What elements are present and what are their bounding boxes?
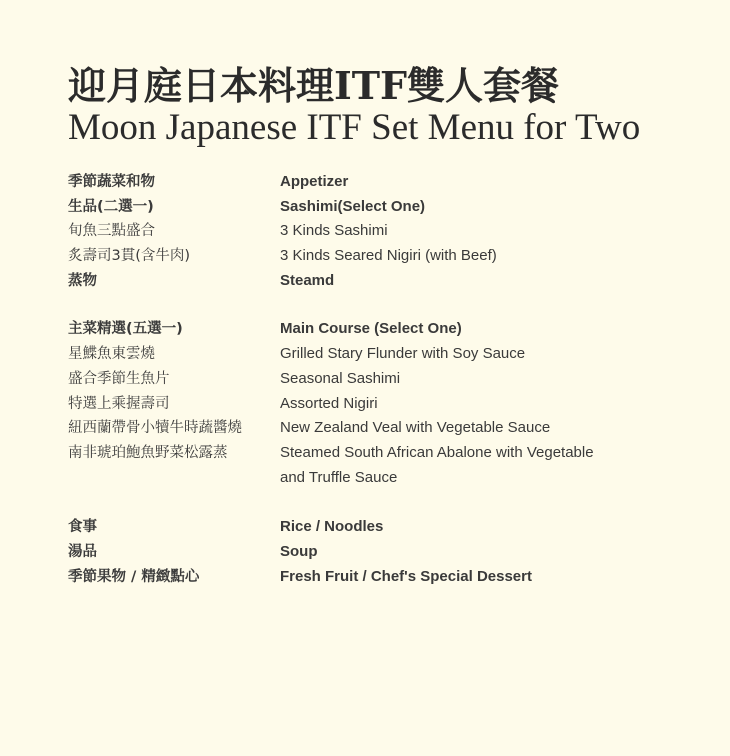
dish-name-en: Rice / Noodles xyxy=(280,518,384,536)
dish-name-zh: 南非琥珀鮑魚野菜松露蒸 xyxy=(68,444,228,461)
menu-row xyxy=(68,269,688,294)
menu-row xyxy=(68,565,688,590)
menu-section-starters xyxy=(68,170,688,293)
dish-name-en: 3 Kinds Seared Nigiri (with Beef) xyxy=(280,247,497,265)
dish-name-zh: 食事 xyxy=(68,519,97,536)
section-spacer xyxy=(68,293,688,317)
dish-name-en: Fresh Fruit / Chef's Special Dessert xyxy=(280,567,532,585)
dish-name-en: Main Course (Select One) xyxy=(280,320,462,338)
dish-name-en: Appetizer xyxy=(280,173,349,190)
title-chinese: 迎月庭日本料理ITF雙人套餐 xyxy=(68,63,560,108)
menu-row xyxy=(68,317,688,342)
dish-name-zh: 主菜精選(五選一) xyxy=(68,321,183,338)
dish-name-zh: 紐西蘭帶骨小犢牛時蔬醬燒 xyxy=(68,420,242,437)
menu-row xyxy=(68,170,688,195)
dish-name-en: 3 Kinds Sashimi xyxy=(280,222,388,240)
title-english: Moon Japanese ITF Set Menu for Two xyxy=(68,107,641,148)
menu-section-finishing xyxy=(68,515,688,589)
dish-name-en: Soup xyxy=(280,542,318,560)
menu-row xyxy=(68,195,688,220)
dish-name-zh: 湯品 xyxy=(68,543,97,560)
dish-name-zh: 季節果物 / 精緻點心 xyxy=(68,568,200,585)
menu-row xyxy=(68,540,688,565)
menu-section-main-course xyxy=(68,317,688,490)
dish-name-zh: 星鰈魚東雲燒 xyxy=(68,346,155,363)
dish-name-en: Seasonal Sashimi xyxy=(280,369,401,387)
dish-name-en: Assorted Nigiri xyxy=(280,394,378,412)
menu-row xyxy=(68,244,688,269)
menu-row-continuation xyxy=(68,466,688,491)
dish-name-zh: 蒸物 xyxy=(68,272,97,289)
menu-row xyxy=(68,342,688,367)
dish-name-zh: 盛合季節生魚片 xyxy=(68,370,170,387)
dish-name-zh: 炙壽司3貫(含牛肉) xyxy=(68,248,191,265)
dish-name-en: New Zealand Veal with Vegetable Sauce xyxy=(280,419,551,437)
menu-row xyxy=(68,441,688,466)
menu-row xyxy=(68,392,688,417)
menu-row xyxy=(68,367,688,392)
menu-row xyxy=(68,515,688,540)
menu-title-block xyxy=(68,64,640,148)
dish-name-zh: 生品(二選一) xyxy=(68,198,154,215)
dish-name-en: Grilled Stary Flunder with Soy Sauce xyxy=(280,345,526,363)
dish-name-en: Steamd xyxy=(280,271,335,289)
dish-name-zh: 特選上乘握壽司 xyxy=(68,395,170,412)
dish-name-en: Steamed South African Abalone with Vegetable xyxy=(280,443,594,461)
section-spacer xyxy=(68,490,688,515)
menu-list xyxy=(68,170,688,589)
menu-row xyxy=(68,416,688,441)
dish-name-en: Sashimi(Select One) xyxy=(280,197,426,215)
dish-name-zh: 旬魚三點盛合 xyxy=(68,223,155,240)
dish-name-zh xyxy=(68,466,280,491)
dish-name-en: and Truffle Sauce xyxy=(280,468,398,486)
dish-name-zh: 季節蔬菜和物 xyxy=(68,174,155,190)
menu-row xyxy=(68,219,688,244)
